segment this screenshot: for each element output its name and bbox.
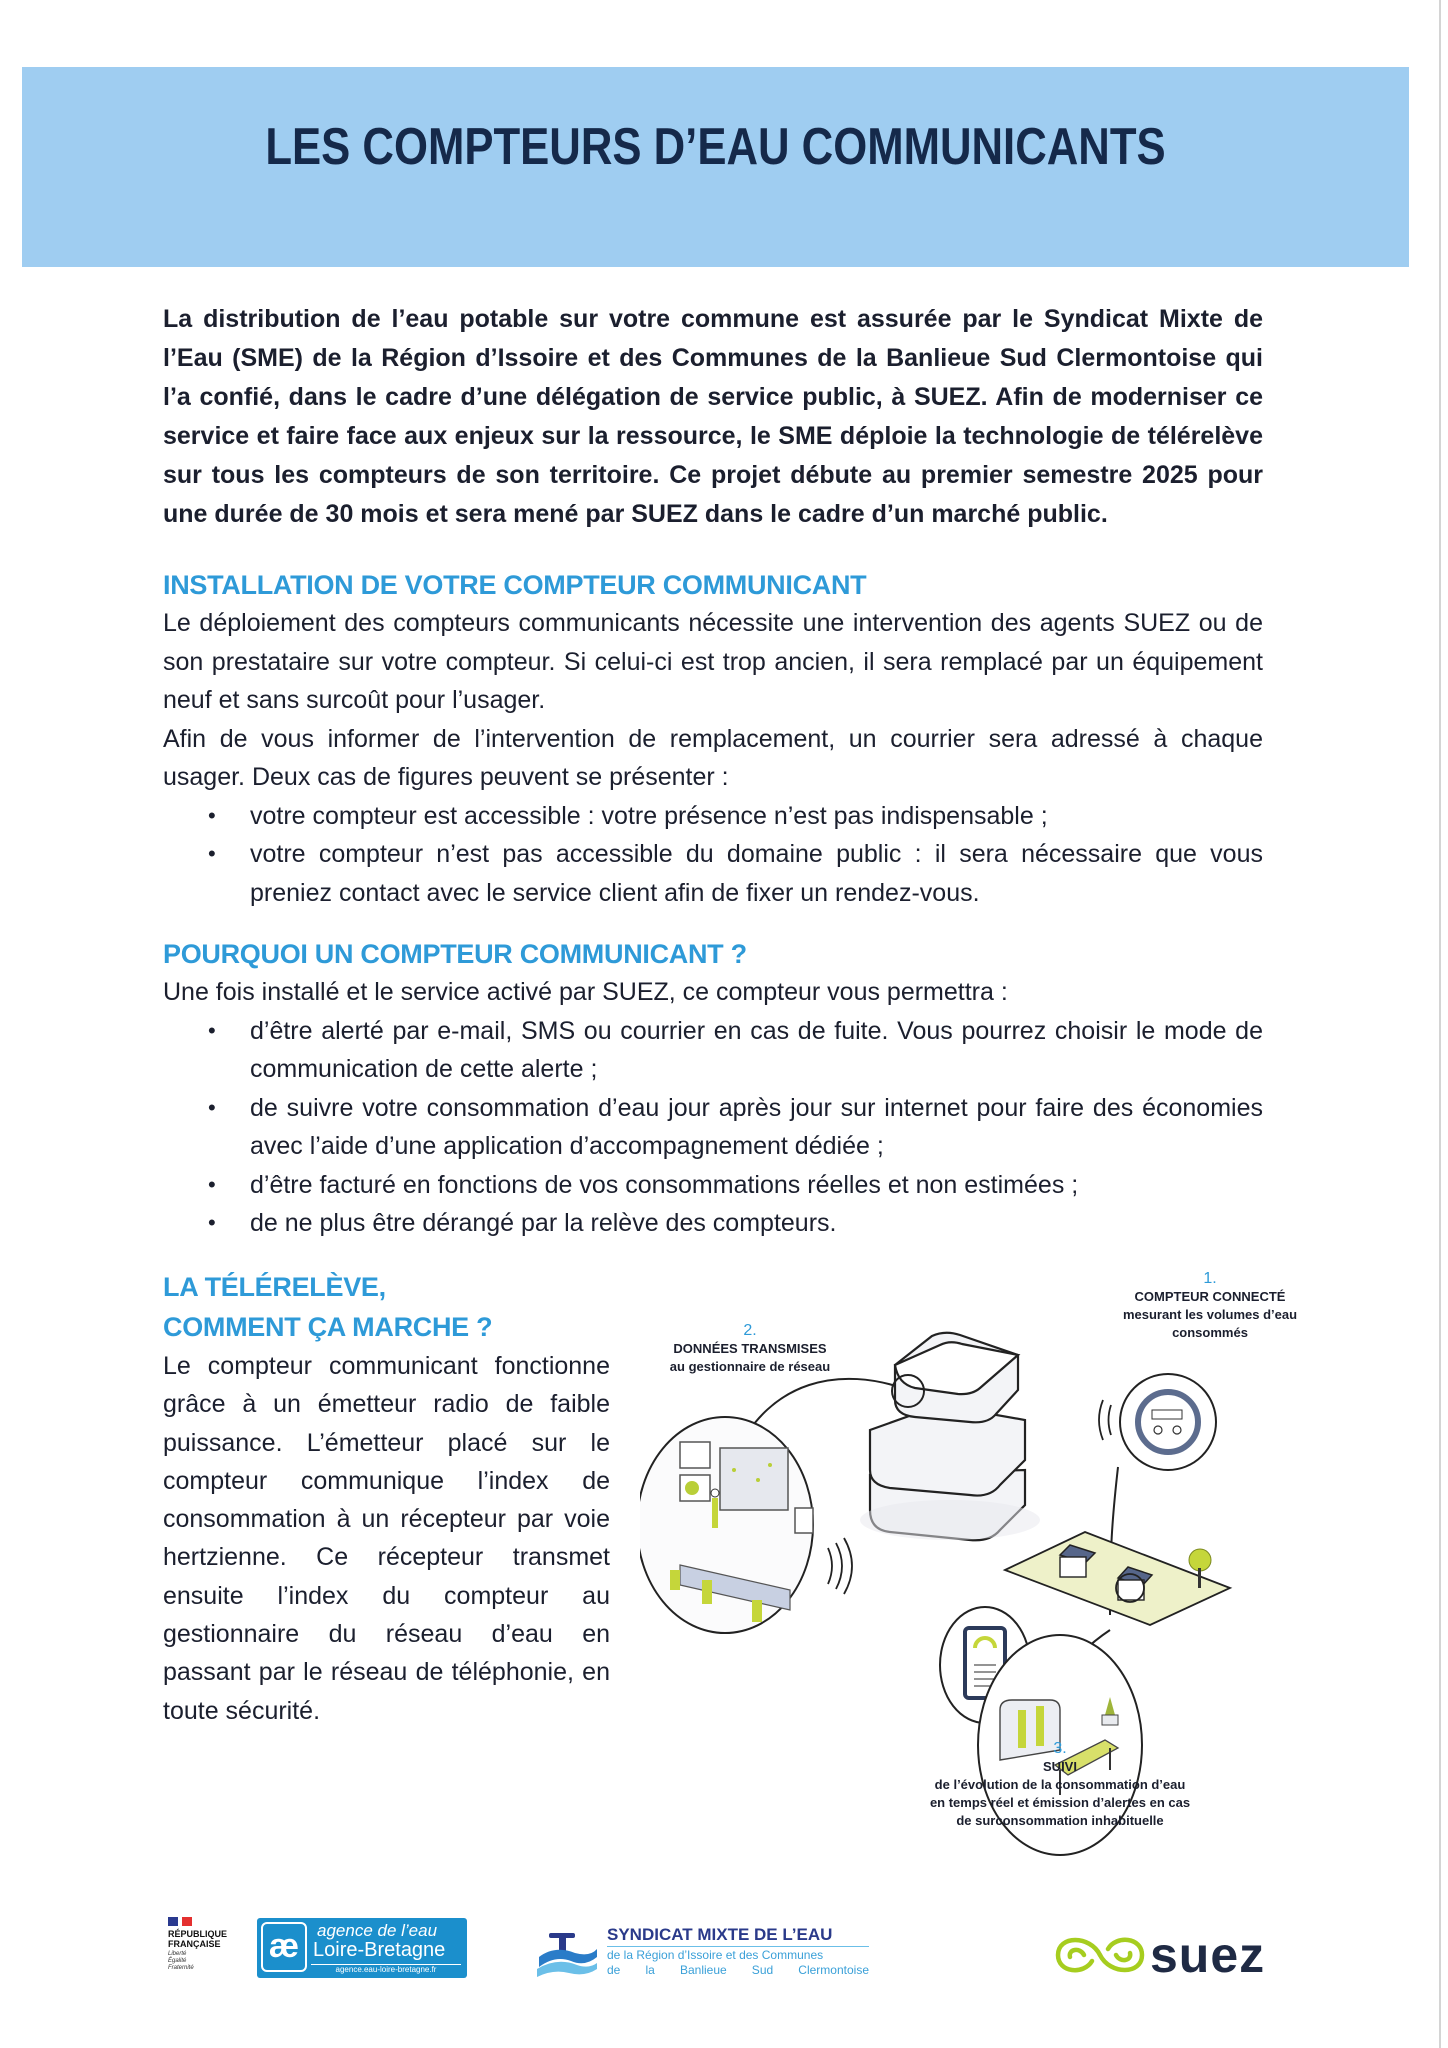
republique-line-2: FRANÇAISE	[168, 1939, 221, 1949]
step-1-desc: mesurant les volumes d’eau consommés	[1122, 1307, 1298, 1340]
suez-logo	[1050, 1927, 1290, 1987]
motto-1: Liberté	[168, 1951, 187, 1957]
list-item: • votre compteur n’est pas accessible du domaine public : il sera nécessaire que vous preniez contact avec le service client afin de fixer un rendez-vous.	[163, 835, 1263, 912]
page-title: LES COMPTEURS D’EAU COMMUNICANTS	[265, 118, 1166, 176]
step-2-number: 2.	[743, 1322, 757, 1339]
sme-subtitle-2: de la Banlieue Sud Clermontoise	[607, 1963, 869, 1977]
title-line-1: LA TÉLÉRELÈVE,	[163, 1272, 386, 1302]
republique-line-1: RÉPUBLIQUE	[168, 1929, 228, 1939]
list-item: • de ne plus être dérangé par la relève des compteurs.	[163, 1204, 1263, 1243]
list-item: • d’être alerté par e-mail, SMS ou courrier en cas de fuite. Vous pourrez choisir le mode de communication de cette alerte ;	[163, 1012, 1263, 1089]
agence-eau-loire-bretagne-logo	[257, 1918, 467, 1978]
installation-bullet-list	[163, 797, 1263, 913]
list-item: • votre compteur est accessible : votre présence n’est pas indispensable ;	[163, 797, 1263, 836]
motto-3: Fraternité	[168, 1965, 194, 1971]
motto-2: Égalité	[168, 1958, 187, 1964]
step-3-number: 3.	[1053, 1740, 1067, 1757]
agence-line-1: agence de l’eau	[317, 1921, 438, 1940]
title-line-2: COMMENT ÇA MARCHE ?	[163, 1312, 493, 1342]
section-telereleve	[163, 1267, 610, 1730]
intro-paragraph	[163, 300, 1263, 534]
step-2-title: DONNÉES TRANSMISES	[673, 1341, 827, 1356]
installation-para-2: Afin de vous informer de l’intervention de remplacement, un courrier sera adressé à chaque usager. Deux cas de figures peuvent se présenter :	[163, 724, 1263, 791]
water-tap-icon	[535, 1927, 599, 1979]
telereleve-illustration	[640, 1270, 1340, 1870]
sme-title: SYNDICAT MIXTE DE L’EAU	[607, 1925, 833, 1944]
step-3-desc-line-1: de l’évolution de la consommation d’eau	[934, 1777, 1186, 1792]
scan-page-edge	[1439, 0, 1441, 2048]
republique-francaise-logo	[168, 1917, 248, 1972]
step-1-caption	[1095, 1270, 1325, 1342]
step-2-caption	[660, 1322, 840, 1376]
agence-url: agence.eau-loire-bretagne.fr	[311, 1964, 461, 1975]
list-item: • de suivre votre consommation d’eau jour après jour sur internet pour faire des économies avec l’aide d’une application d’accompagnement dédiée ;	[163, 1089, 1263, 1166]
suez-swirl-icon	[1050, 1927, 1150, 1983]
intro-text: La distribution de l’eau potable sur votre commune est assurée par le Syndicat Mixte de l’Eau (SME) de la Région d’Issoire et des Communes de la Banlieue Sud Clermontoise qui l’a confié, dans le cadre d’une délégation de service public, à SUEZ. Afin de moderniser ce service et faire face aux enjeux sur la ressource, le SME déploie la technologie de télérelève sur tous les compteurs de son territoire. Ce projet débute au premier semestre 2025 pour une durée de 30 mois et sera mené par SUEZ dans le cadre d’un marché public.	[163, 305, 1263, 528]
marianne-flag-icon	[168, 1917, 248, 1926]
pourquoi-bullet-list	[163, 1012, 1263, 1243]
section-installation	[163, 566, 1263, 912]
step-2-desc: au gestionnaire de réseau	[669, 1359, 831, 1374]
ae-mark-icon: æ	[261, 1922, 307, 1972]
step-3-desc-line-3: de surconsommation inhabituelle	[956, 1813, 1164, 1828]
suez-wordmark: suez	[1150, 1927, 1266, 1983]
section-title-telereleve	[163, 1267, 610, 1347]
step-1-number: 1.	[1203, 1270, 1217, 1287]
section-title-installation: INSTALLATION DE VOTRE COMPTEUR COMMUNICANT	[163, 570, 867, 600]
sme-subtitle-1: de la Région d’Issoire et des Communes	[607, 1948, 824, 1962]
step-1-title: COMPTEUR CONNECTÉ	[1134, 1289, 1286, 1304]
list-item: • d’être facturé en fonctions de vos consommations réelles et non estimées ;	[163, 1166, 1263, 1205]
syndicat-mixte-eau-logo	[535, 1923, 885, 1983]
agence-line-2: Loire-Bretagne	[313, 1939, 446, 1961]
footer-logos	[0, 1905, 1448, 2005]
step-3-desc-line-2: en temps réel et émission d’alertes en cas	[929, 1795, 1191, 1810]
telereleve-text: Le compteur communicant fonctionne grâce à un émetteur radio de faible puissance. L’émetteur placé sur le compteur communique l’index de consommation à un récepteur par voie hertzienne. Ce récepteur transmet ensuite l’index du compteur au gestionnaire du réseau d’eau en passant par le réseau de téléphonie, en toute sécurité.	[163, 1352, 610, 1725]
step-3-title: SUIVI	[1043, 1759, 1077, 1774]
installation-para-1: Le déploiement des compteurs communicants nécessite une intervention des agents SUEZ ou de son prestataire sur votre compteur. Si celui-ci est trop ancien, il sera remplacé par un équipement neuf et sans surcoût pour l’usager.	[163, 609, 1263, 714]
pourquoi-intro: Une fois installé et le service activé par SUEZ, ce compteur vous permettra :	[163, 978, 1008, 1006]
step-3-caption	[900, 1740, 1220, 1830]
section-pourquoi	[163, 935, 1263, 1243]
section-title-pourquoi: POURQUOI UN COMPTEUR COMMUNICANT ?	[163, 939, 747, 969]
title-banner	[22, 67, 1409, 267]
